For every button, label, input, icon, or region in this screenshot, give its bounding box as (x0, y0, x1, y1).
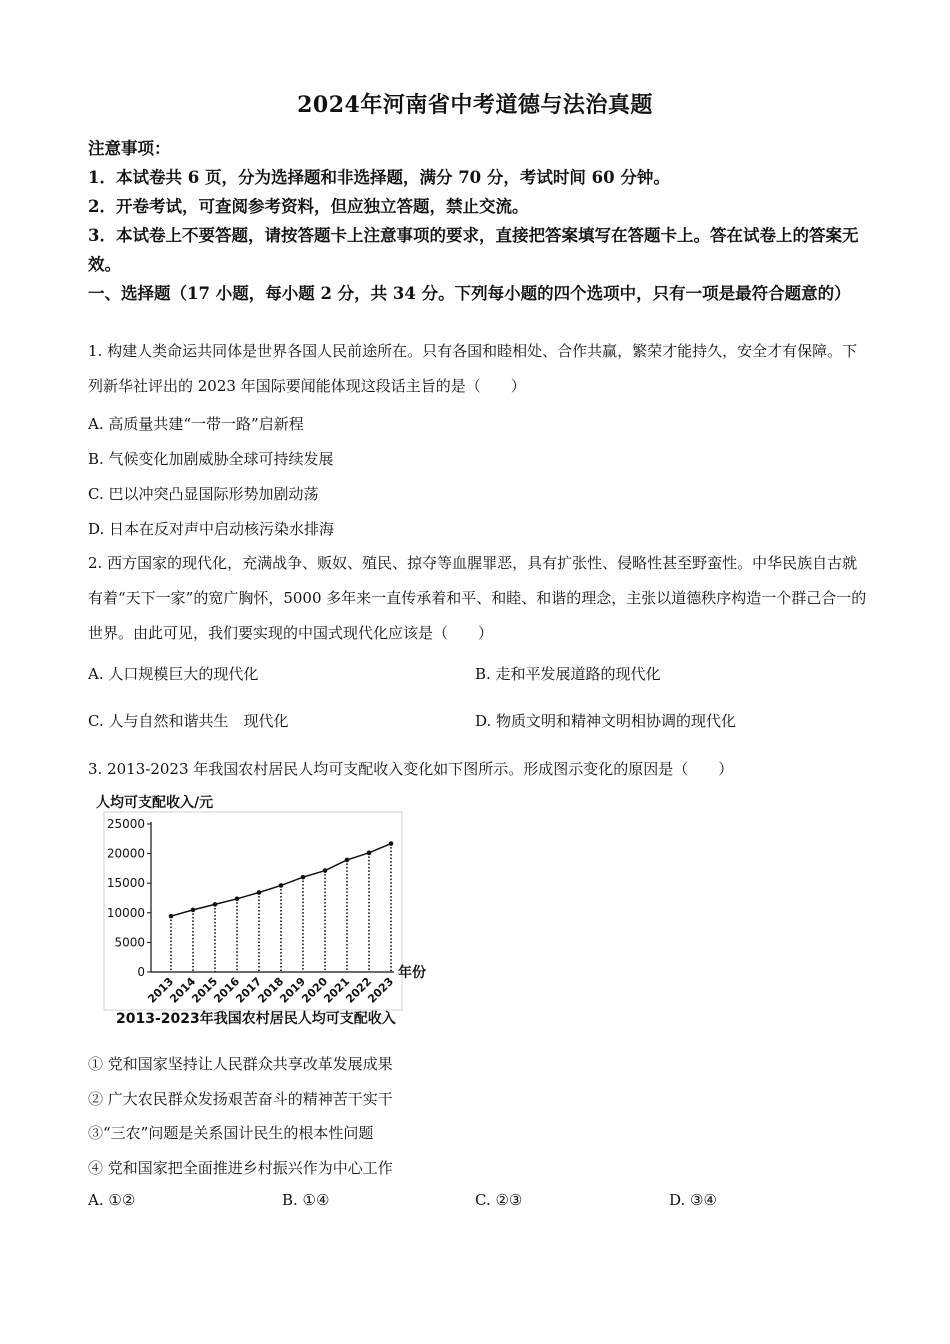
chart-y-tick-label: 10000 (106, 905, 145, 920)
chart-x-tick-label: 2021 (321, 974, 353, 1006)
chart-x-tick-label: 2015 (189, 974, 221, 1006)
chart-data-point (257, 890, 262, 895)
chart-data-point (345, 858, 350, 863)
chart-data-point (279, 883, 284, 888)
q3-statement-1: ① 党和国家坚持让人民群众共享改革发展成果 (88, 1055, 393, 1073)
q3-option-b: B. ①④ (282, 1191, 330, 1209)
q2-option-a: A. 人口规模巨大的现代化 (88, 665, 259, 683)
chart-data-point (323, 868, 328, 873)
notice-item-3: 3．本试卷上不要答题，请按答题卡上注意事项的要求，直接把答案填写在答题卡上。答在试卷上的答案无效。 (88, 226, 859, 274)
chart-series-line (171, 844, 391, 917)
chart-y-tick-label: 25000 (106, 817, 145, 831)
chart-xlabel: 年份 (398, 965, 426, 981)
q2-option-d: D. 物质文明和精神文明相协调的现代化 (475, 712, 737, 730)
question-1-stem: 1. 构建人类命运共同体是世界各国人民前途所在。只有各国和睦相处、合作共赢，繁荣才能持久，安全才有保障。下列新华社评出的 2023 年国际要闻能体现这段话主旨的是（ ） (88, 342, 858, 395)
q1-option-c: C. 巴以冲突凸显国际形势加剧动荡 (88, 485, 319, 503)
chart-x-tick-label: 2018 (255, 974, 287, 1006)
question-3-stem: 3. 2013-2023 年我国农村居民人均可支配收入变化如下图所示。形成图示变化的原因是（ ） (88, 760, 734, 778)
chart-data-point (213, 902, 218, 907)
chart-ylabel: 人均可支配收入/元 (96, 795, 214, 811)
chart-x-tick-label: 2013 (145, 974, 177, 1006)
chart-data-point (169, 914, 174, 919)
q1-option-a: A. 高质量共建“一带一路”启新程 (88, 415, 304, 433)
income-chart (96, 790, 446, 1030)
notice-item-1: 1．本试卷共 6 页，分为选择题和非选择题，满分 70 分，考试时间 60 分钟。 (88, 168, 670, 187)
chart-x-tick-label: 2023 (365, 974, 397, 1006)
chart-x-tick-label: 2020 (299, 974, 331, 1006)
q2-option-b: B. 走和平发展道路的现代化 (475, 665, 661, 683)
q3-statement-2: ② 广大农民群众发扬艰苦奋斗的精神苦干实干 (88, 1090, 393, 1108)
notice-heading: 注意事项： (88, 139, 171, 158)
q3-statement-3: ③“三农”问题是关系国计民生的根本性问题 (88, 1124, 374, 1142)
chart-data-point (235, 897, 240, 902)
q3-option-d: D. ③④ (669, 1191, 717, 1209)
q2-option-c: C. 人与自然和谐共生 现代化 (88, 712, 289, 730)
chart-x-tick-label: 2014 (167, 974, 199, 1006)
chart-y-tick-label: 5000 (114, 935, 145, 950)
chart-title: 2013-2023年我国农村居民人均可支配收入 (116, 1011, 396, 1027)
chart-data-point (389, 841, 394, 846)
chart-data-point (301, 875, 306, 880)
section-heading: 一、选择题（17 小题，每小题 2 分，共 34 分。下列每小题的四个选项中，只有一项是最符合题意的） (88, 284, 851, 303)
chart-x-tick-label: 2016 (211, 974, 243, 1006)
q1-option-b: B. 气候变化加剧威胁全球可持续发展 (88, 450, 334, 468)
chart-y-tick-label: 15000 (106, 876, 145, 891)
page-title: 2024年河南省中考道德与法治真题 (297, 92, 653, 118)
chart-data-point (367, 851, 372, 856)
chart-x-tick-label: 2022 (343, 974, 375, 1006)
q1-option-d: D. 日本在反对声中启动核污染水排海 (88, 520, 335, 538)
question-2-stem: 2. 西方国家的现代化，充满战争、贩奴、殖民、掠夺等血腥罪恶，具有扩张性、侵略性甚至野蛮性。中华民族自古就有着“天下一家”的宽广胸怀，5000 多年来一直传承着和平、和睦、和谐的理念，主张以道德秩序构造一个群己合一的世界。由此可见，我们要实现的中国式现代化应该是（ ） (88, 554, 867, 642)
q3-option-a: A. ①② (88, 1191, 136, 1209)
income-chart-svg (96, 790, 446, 1030)
chart-x-tick-label: 2017 (233, 974, 265, 1006)
chart-data-point (191, 908, 196, 913)
chart-y-tick-label: 0 (137, 965, 145, 979)
notice-item-2: 2．开卷考试，可查阅参考资料，但应独立答题，禁止交流。 (88, 197, 529, 216)
chart-x-tick-label: 2019 (277, 974, 309, 1006)
q3-option-c: C. ②③ (475, 1191, 523, 1209)
chart-y-tick-label: 20000 (106, 846, 145, 861)
q3-statement-4: ④ 党和国家把全面推进乡村振兴作为中心工作 (88, 1159, 393, 1177)
